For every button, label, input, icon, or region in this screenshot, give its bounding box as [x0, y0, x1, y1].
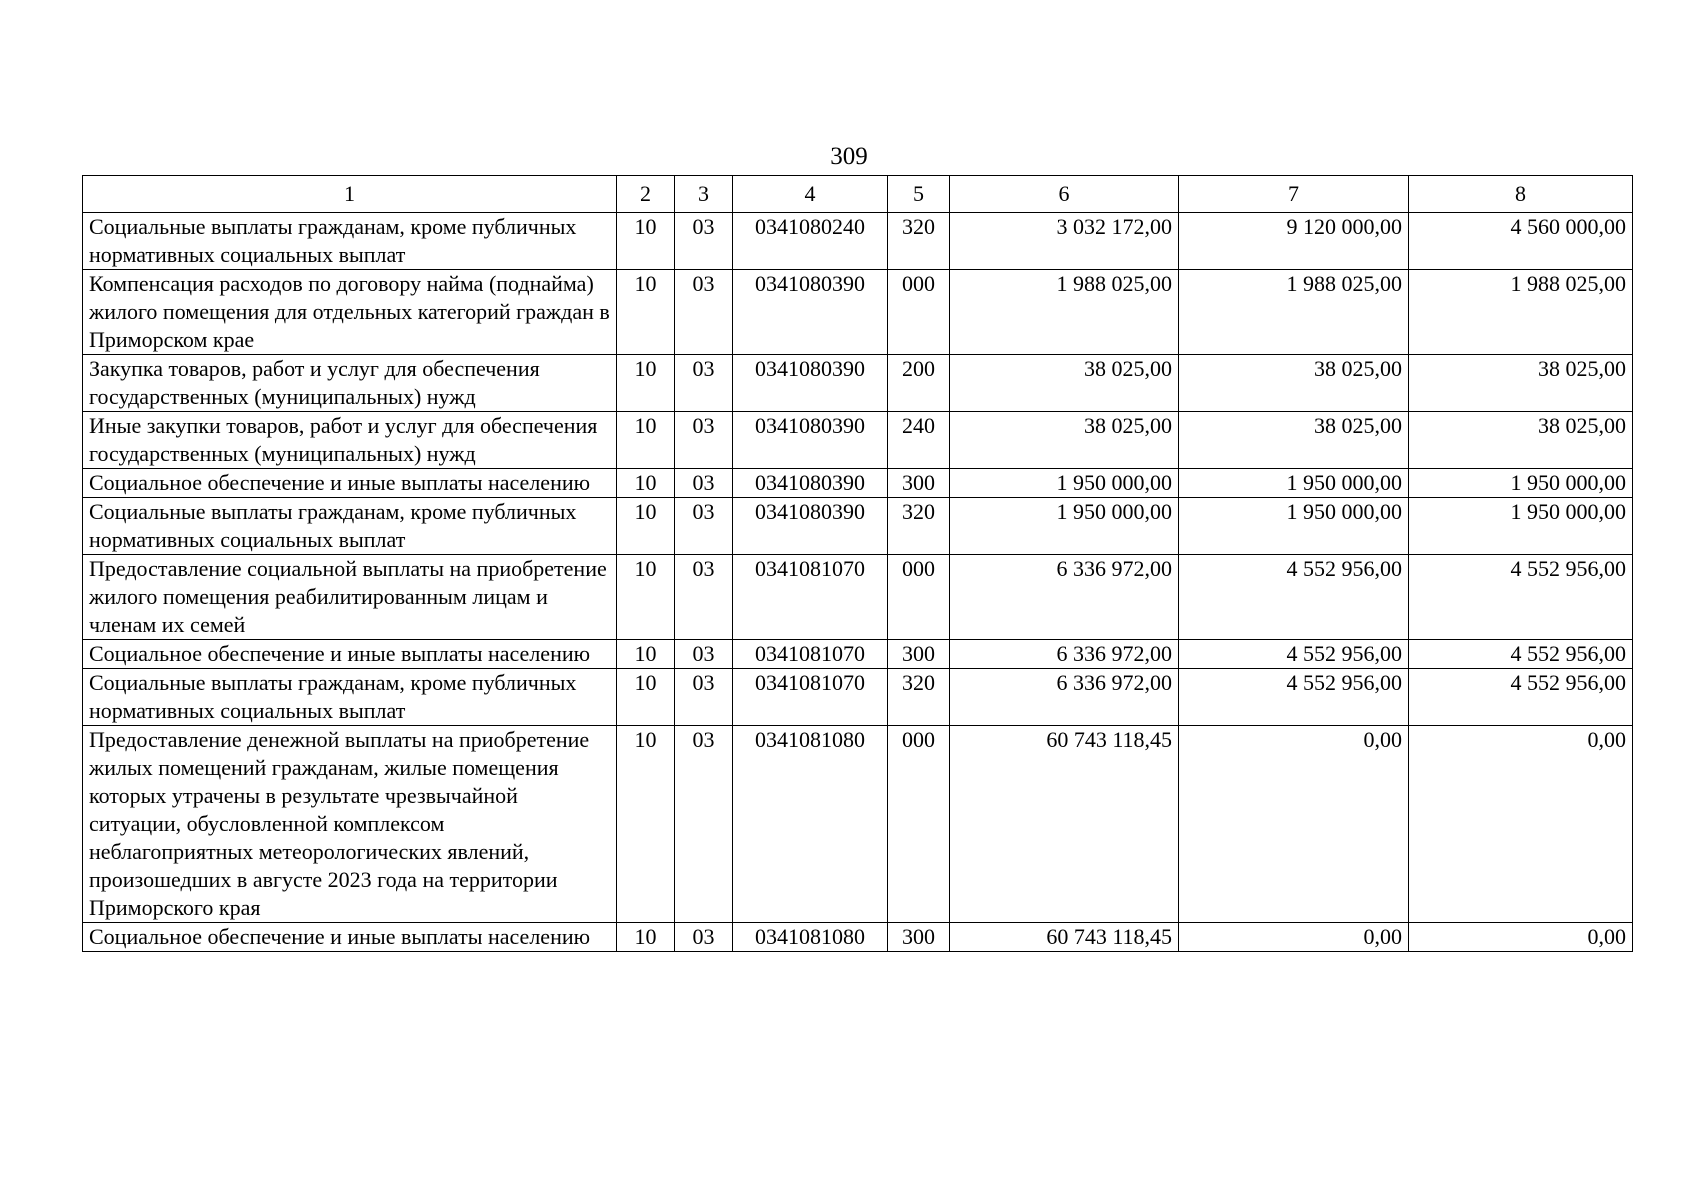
amount-col-7: 9 120 000,00: [1179, 213, 1409, 270]
table-row: [83, 726, 1633, 923]
amount-col-8: 4 552 956,00: [1409, 555, 1633, 640]
target-article-code: 0341081070: [733, 640, 888, 669]
amount-col-8: 1 950 000,00: [1409, 498, 1633, 555]
amount-col-7: 4 552 956,00: [1179, 555, 1409, 640]
amount-col-7: 4 552 956,00: [1179, 669, 1409, 726]
expense-type-code: 300: [888, 923, 950, 952]
amount-col-8: 4 560 000,00: [1409, 213, 1633, 270]
table-row: [83, 213, 1633, 270]
header-row: [83, 176, 1633, 213]
subsection-code: 03: [675, 640, 733, 669]
subsection-code: 03: [675, 270, 733, 355]
amount-col-6: 6 336 972,00: [950, 669, 1179, 726]
table-body: [83, 213, 1633, 952]
section-code: 10: [617, 270, 675, 355]
table-row: [83, 270, 1633, 355]
row-name: Социальные выплаты гражданам, кроме публичных нормативных социальных выплат: [83, 213, 617, 270]
row-name: Иные закупки товаров, работ и услуг для обеспечения государственных (муниципальных) нужд: [83, 412, 617, 469]
column-header-7: 7: [1179, 176, 1409, 213]
target-article-code: 0341080390: [733, 355, 888, 412]
row-name: Предоставление денежной выплаты на приобретение жилых помещений гражданам, жилые помещения которых утрачены в результате чрезвычайной ситуации, обусловленной комплексом неблагоприятных метеорологических явлений, произошедших в августе 2023 года на территории Приморского края: [83, 726, 617, 923]
target-article-code: 0341081080: [733, 726, 888, 923]
row-name: Социальное обеспечение и иные выплаты населению: [83, 640, 617, 669]
expense-type-code: 320: [888, 213, 950, 270]
amount-col-7: 1 950 000,00: [1179, 498, 1409, 555]
row-name: Компенсация расходов по договору найма (поднайма) жилого помещения для отдельных категорий граждан в Приморском крае: [83, 270, 617, 355]
target-article-code: 0341081070: [733, 555, 888, 640]
section-code: 10: [617, 355, 675, 412]
table-row: [83, 640, 1633, 669]
target-article-code: 0341080390: [733, 469, 888, 498]
amount-col-6: 38 025,00: [950, 412, 1179, 469]
target-article-code: 0341080240: [733, 213, 888, 270]
expense-type-code: 320: [888, 498, 950, 555]
subsection-code: 03: [675, 355, 733, 412]
amount-col-7: 0,00: [1179, 726, 1409, 923]
table-row: [83, 923, 1633, 952]
amount-col-7: 1 950 000,00: [1179, 469, 1409, 498]
amount-col-6: 1 950 000,00: [950, 498, 1179, 555]
row-name: Социальное обеспечение и иные выплаты населению: [83, 923, 617, 952]
section-code: 10: [617, 412, 675, 469]
amount-col-8: 38 025,00: [1409, 355, 1633, 412]
target-article-code: 0341080390: [733, 270, 888, 355]
subsection-code: 03: [675, 213, 733, 270]
column-header-6: 6: [950, 176, 1179, 213]
budget-table: [82, 175, 1633, 952]
table-row: [83, 469, 1633, 498]
table-row: [83, 498, 1633, 555]
section-code: 10: [617, 469, 675, 498]
amount-col-6: 38 025,00: [950, 355, 1179, 412]
amount-col-6: 60 743 118,45: [950, 923, 1179, 952]
expense-type-code: 000: [888, 270, 950, 355]
column-header-8: 8: [1409, 176, 1633, 213]
column-header-1: 1: [83, 176, 617, 213]
column-header-3: 3: [675, 176, 733, 213]
column-header-5: 5: [888, 176, 950, 213]
amount-col-6: 1 950 000,00: [950, 469, 1179, 498]
row-name: Закупка товаров, работ и услуг для обеспечения государственных (муниципальных) нужд: [83, 355, 617, 412]
table-header: [83, 176, 1633, 213]
amount-col-7: 38 025,00: [1179, 355, 1409, 412]
expense-type-code: 200: [888, 355, 950, 412]
target-article-code: 0341080390: [733, 412, 888, 469]
target-article-code: 0341080390: [733, 498, 888, 555]
section-code: 10: [617, 669, 675, 726]
section-code: 10: [617, 726, 675, 923]
subsection-code: 03: [675, 412, 733, 469]
amount-col-6: 6 336 972,00: [950, 640, 1179, 669]
expense-type-code: 320: [888, 669, 950, 726]
table-row: [83, 412, 1633, 469]
row-name: Социальные выплаты гражданам, кроме публичных нормативных социальных выплат: [83, 669, 617, 726]
amount-col-8: 1 950 000,00: [1409, 469, 1633, 498]
section-code: 10: [617, 640, 675, 669]
subsection-code: 03: [675, 498, 733, 555]
page-number: 309: [830, 143, 868, 170]
amount-col-8: 38 025,00: [1409, 412, 1633, 469]
amount-col-7: 38 025,00: [1179, 412, 1409, 469]
amount-col-6: 6 336 972,00: [950, 555, 1179, 640]
amount-col-7: 0,00: [1179, 923, 1409, 952]
amount-col-7: 4 552 956,00: [1179, 640, 1409, 669]
expense-type-code: 300: [888, 640, 950, 669]
amount-col-8: 4 552 956,00: [1409, 640, 1633, 669]
subsection-code: 03: [675, 923, 733, 952]
amount-col-6: 60 743 118,45: [950, 726, 1179, 923]
amount-col-6: 1 988 025,00: [950, 270, 1179, 355]
target-article-code: 0341081070: [733, 669, 888, 726]
table-row: [83, 669, 1633, 726]
subsection-code: 03: [675, 669, 733, 726]
expense-type-code: 000: [888, 555, 950, 640]
amount-col-6: 3 032 172,00: [950, 213, 1179, 270]
expense-type-code: 240: [888, 412, 950, 469]
section-code: 10: [617, 213, 675, 270]
section-code: 10: [617, 923, 675, 952]
amount-col-7: 1 988 025,00: [1179, 270, 1409, 355]
subsection-code: 03: [675, 726, 733, 923]
row-name: Социальное обеспечение и иные выплаты населению: [83, 469, 617, 498]
column-header-4: 4: [733, 176, 888, 213]
subsection-code: 03: [675, 555, 733, 640]
section-code: 10: [617, 498, 675, 555]
amount-col-8: 1 988 025,00: [1409, 270, 1633, 355]
row-name: Предоставление социальной выплаты на приобретение жилого помещения реабилитированным лицам и членам их семей: [83, 555, 617, 640]
expense-type-code: 000: [888, 726, 950, 923]
table-row: [83, 555, 1633, 640]
row-name: Социальные выплаты гражданам, кроме публичных нормативных социальных выплат: [83, 498, 617, 555]
column-header-2: 2: [617, 176, 675, 213]
table-row: [83, 355, 1633, 412]
amount-col-8: 0,00: [1409, 923, 1633, 952]
section-code: 10: [617, 555, 675, 640]
amount-col-8: 4 552 956,00: [1409, 669, 1633, 726]
subsection-code: 03: [675, 469, 733, 498]
target-article-code: 0341081080: [733, 923, 888, 952]
amount-col-8: 0,00: [1409, 726, 1633, 923]
expense-type-code: 300: [888, 469, 950, 498]
